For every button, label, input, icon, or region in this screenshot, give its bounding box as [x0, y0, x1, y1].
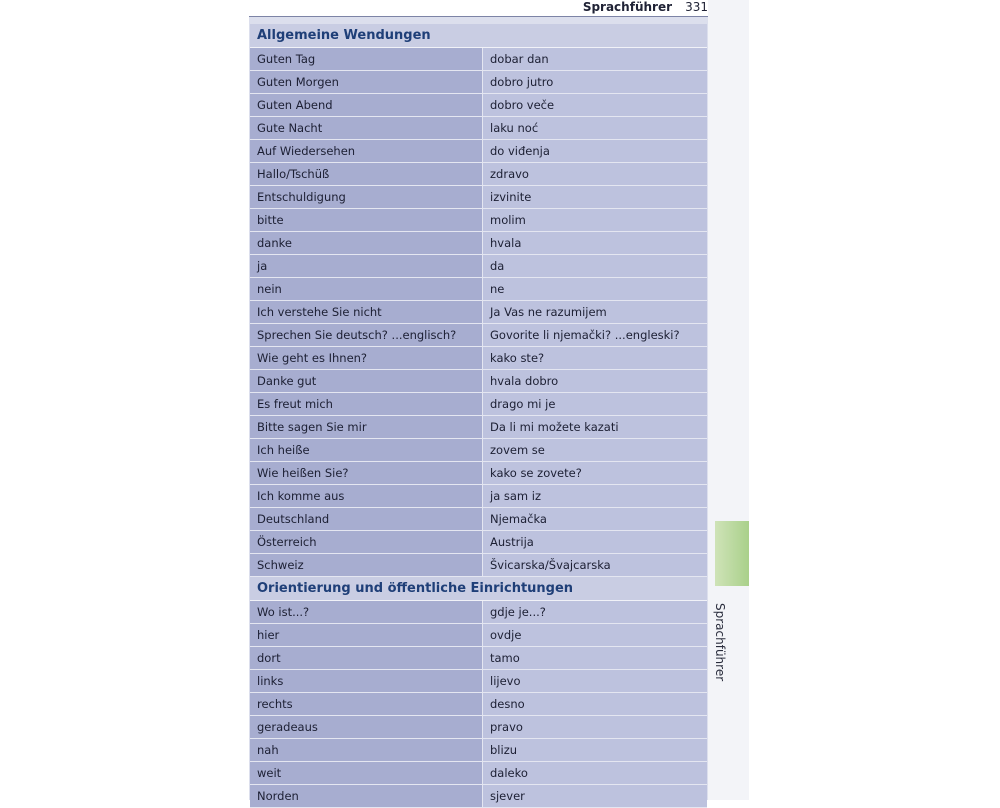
phrase-row	[250, 48, 707, 71]
phrase-row	[250, 370, 707, 393]
phrase-row	[250, 554, 707, 577]
phrase-row	[250, 71, 707, 94]
german-phrase: Deutschland	[250, 508, 483, 530]
croatian-phrase: Ja Vas ne razumijem	[483, 301, 707, 323]
phrase-row	[250, 163, 707, 186]
phrase-row	[250, 485, 707, 508]
german-phrase: Ich komme aus	[250, 485, 483, 507]
phrase-row	[250, 255, 707, 278]
croatian-phrase: da	[483, 255, 707, 277]
page-header	[249, 0, 708, 17]
croatian-phrase: Njemačka	[483, 508, 707, 530]
phrase-row	[250, 324, 707, 347]
phrase-row	[250, 762, 707, 785]
croatian-phrase: hvala dobro	[483, 370, 707, 392]
book-page	[249, 0, 708, 803]
thumb-index-tab	[715, 521, 749, 586]
page-number: 331	[685, 0, 708, 14]
croatian-phrase: Austrija	[483, 531, 707, 553]
phrase-row	[250, 94, 707, 117]
german-phrase: Auf Wiedersehen	[250, 140, 483, 162]
section-heading: Allgemeine Wendungen	[250, 24, 707, 48]
german-phrase: Ich heiße	[250, 439, 483, 461]
running-title: Sprachführer	[582, 0, 672, 14]
croatian-phrase: molim	[483, 209, 707, 231]
croatian-phrase: sjever	[483, 785, 707, 807]
german-phrase: Guten Abend	[250, 94, 483, 116]
german-phrase: Es freut mich	[250, 393, 483, 415]
phrase-row	[250, 140, 707, 163]
german-phrase: bitte	[250, 209, 483, 231]
croatian-phrase: pravo	[483, 716, 707, 738]
croatian-phrase: zdravo	[483, 163, 707, 185]
german-phrase: nah	[250, 739, 483, 761]
section-heading: Orientierung und öffentliche Einrichtungen	[250, 577, 707, 601]
phrase-row	[250, 301, 707, 324]
croatian-phrase: drago mi je	[483, 393, 707, 415]
german-phrase: rechts	[250, 693, 483, 715]
german-phrase: Danke gut	[250, 370, 483, 392]
phrase-row	[250, 232, 707, 255]
german-phrase: dort	[250, 647, 483, 669]
croatian-phrase: desno	[483, 693, 707, 715]
phrase-row	[250, 508, 707, 531]
croatian-phrase: kako ste?	[483, 347, 707, 369]
german-phrase: Gute Nacht	[250, 117, 483, 139]
german-phrase: Guten Morgen	[250, 71, 483, 93]
phrase-row	[250, 624, 707, 647]
german-phrase: danke	[250, 232, 483, 254]
german-phrase: Wie geht es Ihnen?	[250, 347, 483, 369]
phrase-row	[250, 693, 707, 716]
german-phrase: nein	[250, 278, 483, 300]
croatian-phrase: ja sam iz	[483, 485, 707, 507]
croatian-phrase: laku noć	[483, 117, 707, 139]
croatian-phrase: Da li mi možete kazati	[483, 416, 707, 438]
phrase-row	[250, 647, 707, 670]
croatian-phrase: dobro veče	[483, 94, 707, 116]
croatian-phrase: Švicarska/Švajcarska	[483, 554, 707, 576]
phrase-row	[250, 531, 707, 554]
phrase-row	[250, 347, 707, 370]
croatian-phrase: ovdje	[483, 624, 707, 646]
croatian-phrase: izvinite	[483, 186, 707, 208]
german-phrase: Wie heißen Sie?	[250, 462, 483, 484]
german-phrase: Entschuldigung	[250, 186, 483, 208]
phrase-row	[250, 278, 707, 301]
croatian-phrase: ne	[483, 278, 707, 300]
phrase-row	[250, 416, 707, 439]
phrase-row	[250, 209, 707, 232]
croatian-phrase: Govorite li njemački? ...engleski?	[483, 324, 707, 346]
german-phrase: hier	[250, 624, 483, 646]
phrase-row	[250, 393, 707, 416]
german-phrase: Ich verstehe Sie nicht	[250, 301, 483, 323]
phrase-row	[250, 670, 707, 693]
phrase-row	[250, 186, 707, 209]
croatian-phrase: kako se zovete?	[483, 462, 707, 484]
german-phrase: Schweiz	[250, 554, 483, 576]
german-phrase: Guten Tag	[250, 48, 483, 70]
german-phrase: geradeaus	[250, 716, 483, 738]
thumb-index-label: Sprachführer	[713, 603, 727, 682]
croatian-phrase: blizu	[483, 739, 707, 761]
croatian-phrase: daleko	[483, 762, 707, 784]
phrase-row	[250, 439, 707, 462]
german-phrase: Hallo/Tschüß	[250, 163, 483, 185]
phrase-row	[250, 601, 707, 624]
croatian-phrase: tamo	[483, 647, 707, 669]
croatian-phrase: lijevo	[483, 670, 707, 692]
german-phrase: Bitte sagen Sie mir	[250, 416, 483, 438]
phrase-row	[250, 462, 707, 485]
german-phrase: Wo ist...?	[250, 601, 483, 623]
german-phrase: links	[250, 670, 483, 692]
german-phrase: Sprechen Sie deutsch? ...englisch?	[250, 324, 483, 346]
croatian-phrase: gdje je...?	[483, 601, 707, 623]
phrase-table	[250, 24, 707, 808]
croatian-phrase: dobar dan	[483, 48, 707, 70]
german-phrase: ja	[250, 255, 483, 277]
phrase-row	[250, 785, 707, 808]
phrase-row	[250, 739, 707, 762]
croatian-phrase: dobro jutro	[483, 71, 707, 93]
phrase-row	[250, 716, 707, 739]
german-phrase: weit	[250, 762, 483, 784]
croatian-phrase: zovem se	[483, 439, 707, 461]
german-phrase: Norden	[250, 785, 483, 807]
croatian-phrase: do viđenja	[483, 140, 707, 162]
german-phrase: Österreich	[250, 531, 483, 553]
croatian-phrase: hvala	[483, 232, 707, 254]
phrase-row	[250, 117, 707, 140]
